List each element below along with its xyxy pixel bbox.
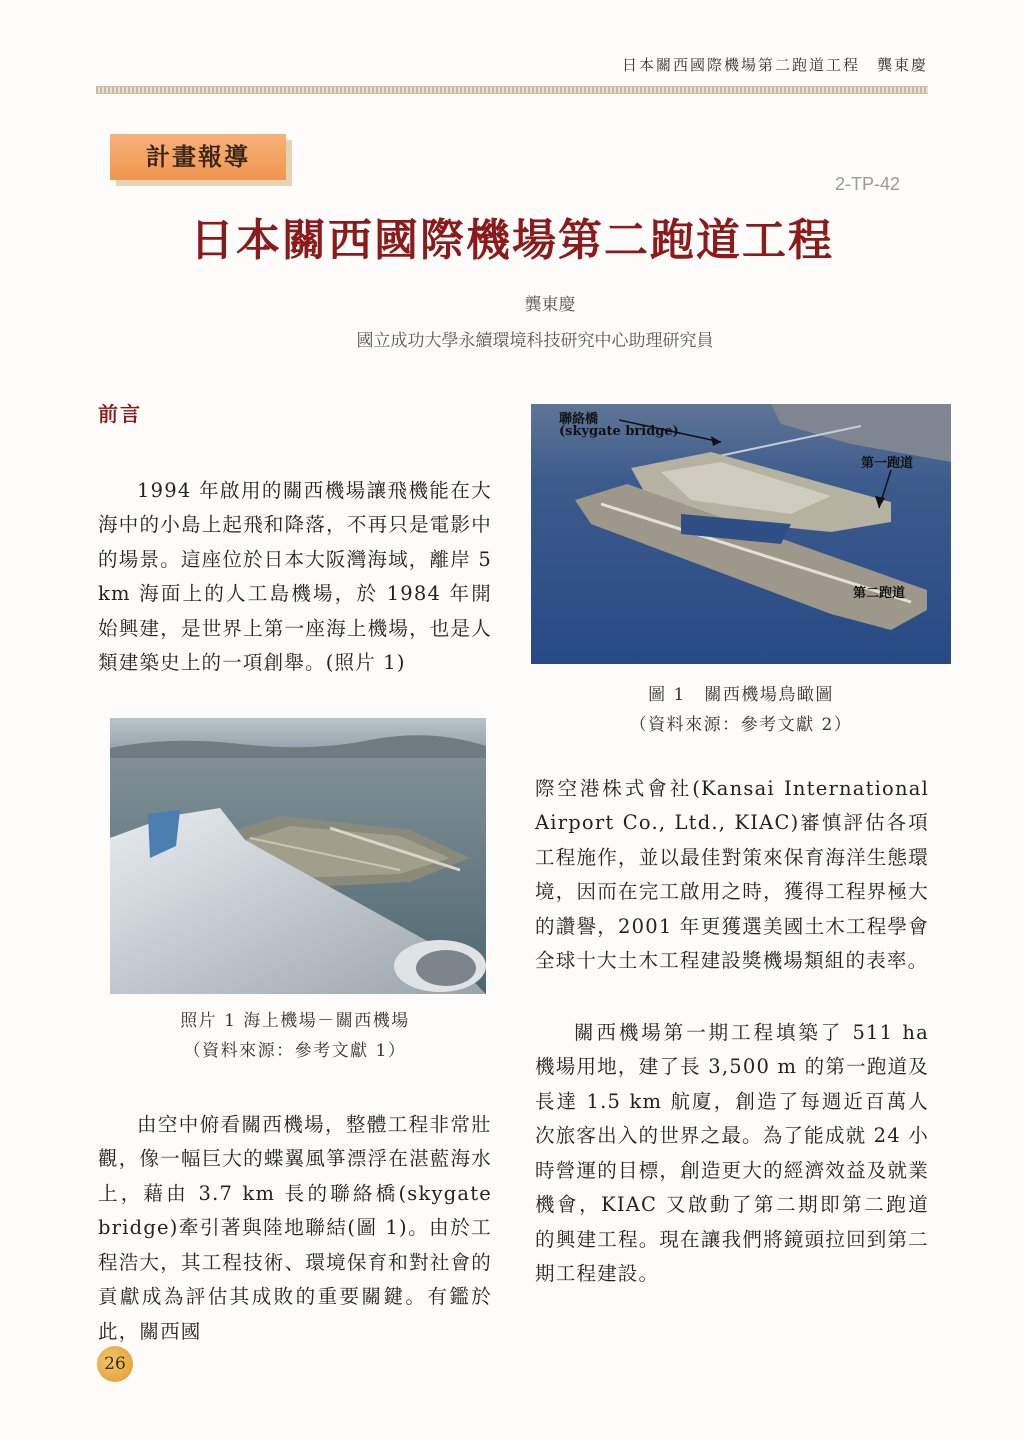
author-affiliation: 國立成功大學永續環境科技研究中心助理研究員 (356, 331, 714, 351)
airplane-view-image (110, 718, 486, 994)
photo-airplane-view (110, 718, 486, 994)
page-title: 日本關西國際機場第二跑道工程 (190, 215, 834, 266)
figure1-source: （資料來源：參考文獻 2） (629, 715, 853, 735)
photo1-caption: 照片 1 海上機場－關西機場 (180, 1011, 410, 1031)
section-badge (110, 134, 286, 180)
running-header: 日本關西國際機場第二跑道工程 龔東慶 (621, 56, 928, 74)
paragraph-continued: 際空港株式會社(Kansai International Airport Co., Ltd., KIAC)審慎評估各項工程施作，並以最佳對策來保育海洋生態環境，因而在完工啟用之時，獲得工程界極大的讚譽，2001 年更獲選美國土木工程學會全球十大土木工程建設獎機場類組的表率。 (535, 776, 929, 972)
label-bridge-cn: 聯絡橋 (559, 412, 599, 427)
photo1-source: （資料來源：參考文獻 1） (183, 1041, 407, 1061)
section-badge-label: 計畫報導 (146, 143, 250, 171)
document-code: 2-TP-42 (834, 174, 900, 194)
author-name: 龔東慶 (524, 295, 576, 315)
figure-airport-aerial (531, 404, 951, 664)
label-bridge-en: (skygate bridge) (559, 424, 679, 439)
label-runway2: 第二跑道 (853, 586, 906, 601)
section-heading: 前言 (98, 402, 142, 426)
paragraph-intro: 1994 年啟用的關西機場讓飛機能在大海中的小島上起飛和降落，不再只是電影中的場景。這座位於日本大阪灣海域，離岸 5 km 海面上的人工島機場，於 1984 年開始興建，是世界上第一座海上機場，也是人類建築史上的一項創舉。(照片 1) (98, 478, 492, 674)
paragraph-aerial: 由空中俯看關西機場，整體工程非常壯觀，像一幅巨大的蝶翼風箏漂浮在湛藍海水上，藉由 3.7 km 長的聯絡橋(skygate bridge)牽引著與陸地聯結(圖 1)。由於工程浩大，其工程技術、環境保育和對社會的貢獻成為評估其成敗的重要關鍵。有鑑於此，關西國 (98, 1112, 492, 1343)
figure1-arrows (531, 404, 951, 664)
page-number: 26 (97, 1346, 133, 1382)
paragraph-phase: 關西機場第一期工程填築了 511 ha 機場用地，建了長 3,500 m 的第一跑道及長達 1.5 km 航廈，創造了每週近百萬人次旅客出入的世界之最。為了能成就 24 小時營運的目標，創造更大的經濟效益及就業機會，KIAC 又啟動了第二期即第二跑道的興建工程。現在讓我們將鏡頭拉回到第二期工程建設。 (535, 1020, 929, 1285)
figure1-caption: 圖 1 關西機場鳥瞰圖 (648, 685, 834, 705)
label-runway1: 第一跑道 (861, 456, 914, 471)
header-divider (96, 86, 928, 94)
